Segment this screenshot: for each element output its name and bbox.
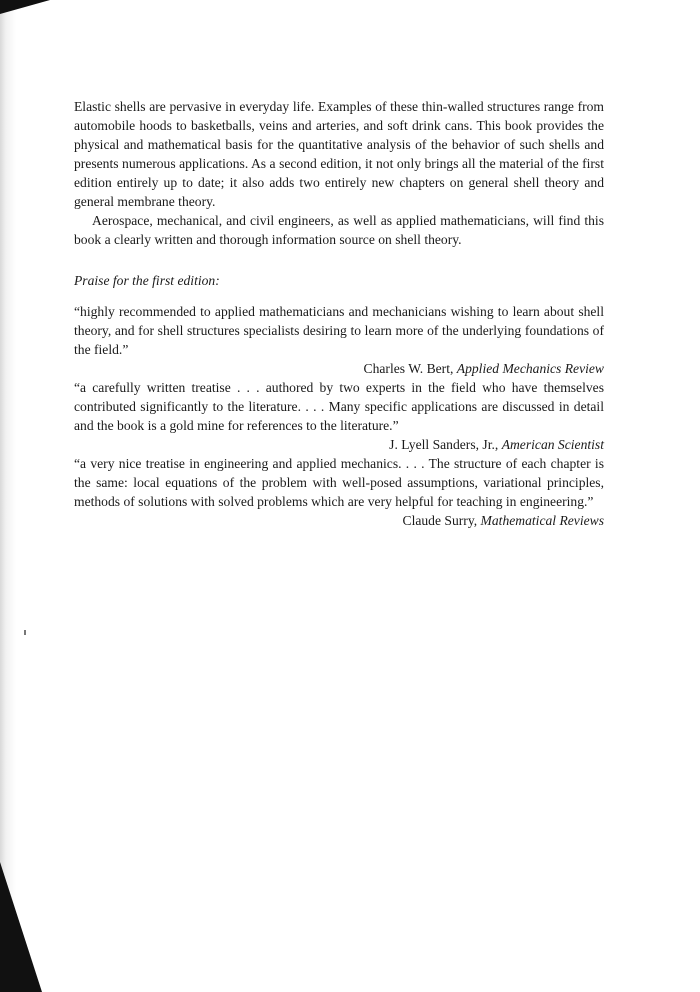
description-paragraph-2: Aerospace, mechanical, and civil engineers, as well as applied mathematicians, will find this book a clearly written and thorough information source on shell theory.: [74, 213, 604, 247]
review-quote: “a carefully written treatise . . . authored by two experts in the field who have themselves contributed significantly to the literature. . . . Many specific applications are discussed in detail and the book is a gold mine for references to the literature.”: [74, 380, 604, 433]
scan-bottom-corner-mark: [0, 862, 42, 992]
description-paragraph-1: Elastic shells are pervasive in everyday life. Examples of these thin-walled structures range from automobile hoods to basketballs, veins and arteries, and soft drink cans. This book provides the physical and mathematical basis for the quantitative analysis of the behavior of such shells and presents numerous applications. As a second edition, it not only brings all the material of the first edition entirely up to date; it also adds two entirely new chapters on general shell theory and general membrane theory.: [74, 99, 604, 209]
review-source: Applied Mechanics Review: [456, 361, 604, 376]
scan-speck: [24, 630, 26, 635]
page-content: [74, 97, 604, 530]
praise-heading: Praise for the first edition:: [74, 273, 220, 288]
review-quote: “a very nice treatise in engineering and applied mechanics. . . . The structure of each chapter is the same: local equations of the problem with well-posed assumptions, variational principles, methods of solutions with solved problems which are very helpful for teaching in engineering.”: [74, 456, 604, 509]
review-1: [74, 302, 604, 378]
review-attribution: [74, 359, 604, 378]
review-2: [74, 378, 604, 454]
review-attribution: [74, 511, 604, 530]
scan-left-edge: [0, 0, 16, 992]
review-author: Charles W. Bert,: [363, 361, 454, 376]
scan-top-corner-mark: [0, 0, 50, 14]
review-source: American Scientist: [501, 437, 604, 452]
review-3: [74, 454, 604, 530]
review-source: Mathematical Reviews: [480, 513, 604, 528]
review-attribution: [74, 435, 604, 454]
review-author: Claude Surry,: [402, 513, 478, 528]
review-author: J. Lyell Sanders, Jr.,: [389, 437, 499, 452]
review-quote: “highly recommended to applied mathematicians and mechanicians wishing to learn about shell theory, and for shell structures specialists desiring to learn more of the underlying foundations of the field.”: [74, 304, 604, 357]
